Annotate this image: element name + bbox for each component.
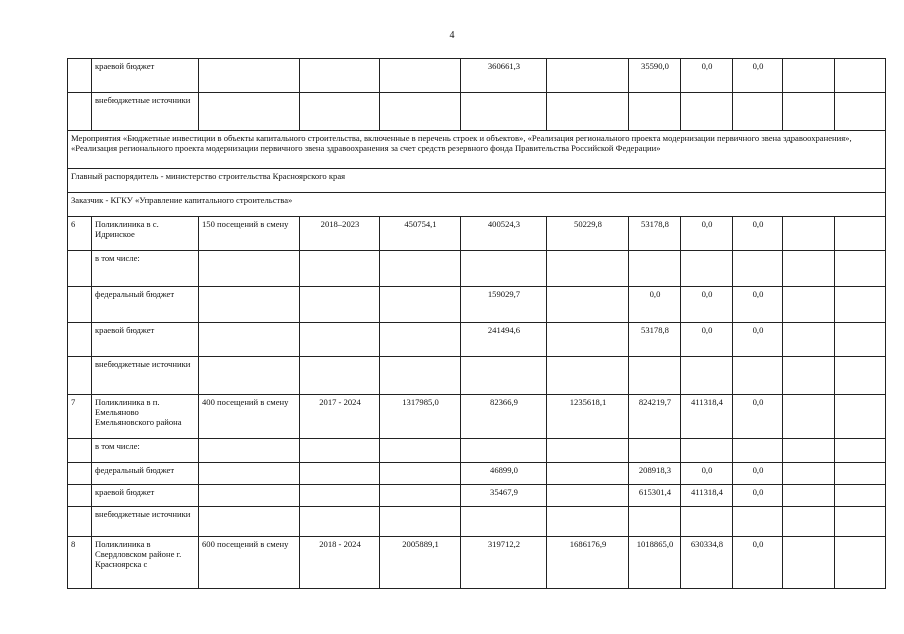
table-cell bbox=[783, 251, 835, 287]
table-cell: 0,0 bbox=[681, 463, 733, 485]
table-row bbox=[68, 439, 886, 463]
table-cell: 50229,8 bbox=[547, 217, 629, 251]
table-cell: 241494,6 bbox=[461, 323, 547, 357]
table-cell bbox=[461, 93, 547, 131]
table-row bbox=[68, 93, 886, 131]
table-cell bbox=[835, 507, 886, 537]
table-cell bbox=[300, 251, 380, 287]
table-cell: внебюджетные источники bbox=[92, 93, 199, 131]
table-cell bbox=[629, 507, 681, 537]
table-cell: 600 посещений в смену bbox=[199, 537, 300, 589]
table-row bbox=[68, 485, 886, 507]
table-cell: Поликлиника в Свердловском районе г. Красноярска с bbox=[92, 537, 199, 589]
table-cell bbox=[300, 463, 380, 485]
object-row bbox=[68, 537, 886, 589]
table-cell bbox=[547, 59, 629, 93]
table-cell: 0,0 bbox=[733, 395, 783, 439]
table-cell bbox=[629, 357, 681, 395]
table-row bbox=[68, 507, 886, 537]
table-cell bbox=[783, 395, 835, 439]
table-cell bbox=[629, 439, 681, 463]
table-row bbox=[68, 251, 886, 287]
table-cell: 2018–2023 bbox=[300, 217, 380, 251]
table-row bbox=[68, 463, 886, 485]
table-cell bbox=[300, 357, 380, 395]
page-number: 4 bbox=[449, 30, 455, 41]
table-cell bbox=[199, 287, 300, 323]
table-cell: 1686176,9 bbox=[547, 537, 629, 589]
table-cell bbox=[681, 93, 733, 131]
object-row bbox=[68, 395, 886, 439]
table-cell bbox=[629, 251, 681, 287]
table-cell bbox=[547, 251, 629, 287]
table-cell bbox=[300, 323, 380, 357]
table-cell: краевой бюджет bbox=[92, 323, 199, 357]
table-cell bbox=[300, 93, 380, 131]
table-cell bbox=[783, 287, 835, 323]
table-cell bbox=[199, 93, 300, 131]
table-cell: 35590,0 bbox=[629, 59, 681, 93]
table-cell bbox=[681, 357, 733, 395]
table-cell bbox=[547, 485, 629, 507]
table-cell: 0,0 bbox=[733, 287, 783, 323]
table-cell: 0,0 bbox=[681, 217, 733, 251]
table-cell bbox=[733, 507, 783, 537]
table-cell: 208918,3 bbox=[629, 463, 681, 485]
table-cell bbox=[835, 537, 886, 589]
table-cell bbox=[783, 323, 835, 357]
table-cell bbox=[380, 59, 461, 93]
table-cell bbox=[380, 485, 461, 507]
measures-row-text: Мероприятия «Бюджетные инвестиции в объекты капитального строительства, включенные в перечень строек и объектов», «Реализация регионального проекта модернизации первичного звена здравоохранения», «Реализация регионального проекта модернизации первичного звена здравоохранения за счет средств резервного фонда Правительства Российской Федерации» bbox=[68, 131, 886, 169]
table-cell: Поликлиника в п. Емельяново Емельяновского района bbox=[92, 395, 199, 439]
table-cell: 411318,4 bbox=[681, 485, 733, 507]
customer-row-text: Заказчик - КГКУ «Управление капитального строительства» bbox=[68, 193, 886, 217]
table-cell: 2005889,1 bbox=[380, 537, 461, 589]
table-cell: 0,0 bbox=[733, 485, 783, 507]
table-cell: 0,0 bbox=[681, 287, 733, 323]
table-cell: 8 bbox=[68, 537, 92, 589]
table-cell: 1317985,0 bbox=[380, 395, 461, 439]
table-cell bbox=[733, 93, 783, 131]
budget-table bbox=[67, 58, 886, 589]
table-cell: 159029,7 bbox=[461, 287, 547, 323]
measures-row bbox=[68, 131, 886, 169]
table-cell bbox=[380, 93, 461, 131]
table-cell: 411318,4 bbox=[681, 395, 733, 439]
table-cell bbox=[547, 507, 629, 537]
table-cell: 0,0 bbox=[629, 287, 681, 323]
table-cell bbox=[380, 507, 461, 537]
table-cell: краевой бюджет bbox=[92, 485, 199, 507]
table-cell bbox=[733, 251, 783, 287]
table-cell: 0,0 bbox=[733, 59, 783, 93]
table-cell: 46899,0 bbox=[461, 463, 547, 485]
table-cell bbox=[681, 439, 733, 463]
table-cell bbox=[835, 395, 886, 439]
table-cell bbox=[300, 507, 380, 537]
table-cell: в том числе: bbox=[92, 251, 199, 287]
table-cell bbox=[461, 439, 547, 463]
table-cell bbox=[199, 357, 300, 395]
table-cell bbox=[68, 287, 92, 323]
table-cell bbox=[300, 439, 380, 463]
table-cell bbox=[783, 93, 835, 131]
table-cell: 0,0 bbox=[733, 323, 783, 357]
table-cell bbox=[783, 485, 835, 507]
table-cell bbox=[835, 217, 886, 251]
table-cell bbox=[835, 439, 886, 463]
table-cell bbox=[199, 323, 300, 357]
table-cell: в том числе: bbox=[92, 439, 199, 463]
table-cell: 1018865,0 bbox=[629, 537, 681, 589]
table-cell bbox=[681, 507, 733, 537]
table-row bbox=[68, 59, 886, 93]
table-cell: 150 посещений в смену bbox=[199, 217, 300, 251]
table-cell bbox=[681, 251, 733, 287]
table-cell: 1235618,1 bbox=[547, 395, 629, 439]
table-cell bbox=[783, 357, 835, 395]
table-cell bbox=[629, 93, 681, 131]
table-cell: 0,0 bbox=[733, 217, 783, 251]
table-cell bbox=[733, 357, 783, 395]
table-cell bbox=[835, 251, 886, 287]
table-cell bbox=[783, 537, 835, 589]
table-cell: краевой бюджет bbox=[92, 59, 199, 93]
table-cell bbox=[547, 323, 629, 357]
table-cell bbox=[380, 439, 461, 463]
table-cell bbox=[835, 287, 886, 323]
table-cell bbox=[783, 217, 835, 251]
table-cell: 360661,3 bbox=[461, 59, 547, 93]
table-cell bbox=[547, 463, 629, 485]
table-cell bbox=[461, 251, 547, 287]
table-cell bbox=[380, 357, 461, 395]
table-cell: федеральный бюджет bbox=[92, 287, 199, 323]
table-cell bbox=[461, 357, 547, 395]
table-cell bbox=[835, 485, 886, 507]
table-cell: внебюджетные источники bbox=[92, 357, 199, 395]
table-cell bbox=[300, 59, 380, 93]
table-cell: 82366,9 bbox=[461, 395, 547, 439]
table-cell: внебюджетные источники bbox=[92, 507, 199, 537]
table-cell: 53178,8 bbox=[629, 217, 681, 251]
table-cell bbox=[783, 59, 835, 93]
table-cell bbox=[68, 507, 92, 537]
table-cell bbox=[68, 59, 92, 93]
table-cell bbox=[199, 251, 300, 287]
table-row bbox=[68, 287, 886, 323]
table-row bbox=[68, 323, 886, 357]
table-cell bbox=[783, 439, 835, 463]
table-cell: 35467,9 bbox=[461, 485, 547, 507]
table-cell bbox=[68, 485, 92, 507]
table-cell bbox=[783, 463, 835, 485]
table-cell bbox=[68, 323, 92, 357]
table-cell: 615301,4 bbox=[629, 485, 681, 507]
table-cell: 400 посещений в смену bbox=[199, 395, 300, 439]
table-cell bbox=[68, 439, 92, 463]
table-cell bbox=[68, 251, 92, 287]
table-cell bbox=[461, 507, 547, 537]
table-cell: 630334,8 bbox=[681, 537, 733, 589]
table-cell: 53178,8 bbox=[629, 323, 681, 357]
budget-table-body bbox=[68, 59, 886, 589]
table-cell: 2017 - 2024 bbox=[300, 395, 380, 439]
table-cell bbox=[380, 323, 461, 357]
table-cell: 400524,3 bbox=[461, 217, 547, 251]
table-cell bbox=[547, 287, 629, 323]
table-cell bbox=[547, 357, 629, 395]
table-cell bbox=[835, 59, 886, 93]
table-cell bbox=[380, 463, 461, 485]
table-cell bbox=[380, 287, 461, 323]
table-cell bbox=[835, 357, 886, 395]
table-cell bbox=[547, 439, 629, 463]
table-cell bbox=[68, 93, 92, 131]
table-cell: 824219,7 bbox=[629, 395, 681, 439]
table-cell: Поликлиника в с. Идринское bbox=[92, 217, 199, 251]
manager-row-text: Главный распорядитель - министерство строительства Красноярского края bbox=[68, 169, 886, 193]
table-cell: 2018 - 2024 bbox=[300, 537, 380, 589]
table-cell bbox=[199, 439, 300, 463]
table-cell bbox=[733, 439, 783, 463]
table-row bbox=[68, 357, 886, 395]
table-cell bbox=[380, 251, 461, 287]
table-cell bbox=[835, 463, 886, 485]
manager-row bbox=[68, 169, 886, 193]
table-cell bbox=[199, 463, 300, 485]
table-cell bbox=[68, 357, 92, 395]
table-cell bbox=[199, 507, 300, 537]
table-cell bbox=[835, 93, 886, 131]
table-cell bbox=[300, 287, 380, 323]
object-row bbox=[68, 217, 886, 251]
table-cell: 0,0 bbox=[733, 537, 783, 589]
customer-row bbox=[68, 193, 886, 217]
table-cell: 6 bbox=[68, 217, 92, 251]
table-cell: 7 bbox=[68, 395, 92, 439]
table-cell: федеральный бюджет bbox=[92, 463, 199, 485]
table-cell: 450754,1 bbox=[380, 217, 461, 251]
table-cell: 0,0 bbox=[681, 323, 733, 357]
table-cell bbox=[68, 463, 92, 485]
table-cell bbox=[300, 485, 380, 507]
table-cell bbox=[199, 485, 300, 507]
table-cell bbox=[783, 507, 835, 537]
table-cell bbox=[547, 93, 629, 131]
table-cell: 0,0 bbox=[681, 59, 733, 93]
table-cell: 0,0 bbox=[733, 463, 783, 485]
table-cell bbox=[835, 323, 886, 357]
table-cell bbox=[199, 59, 300, 93]
table-cell: 319712,2 bbox=[461, 537, 547, 589]
